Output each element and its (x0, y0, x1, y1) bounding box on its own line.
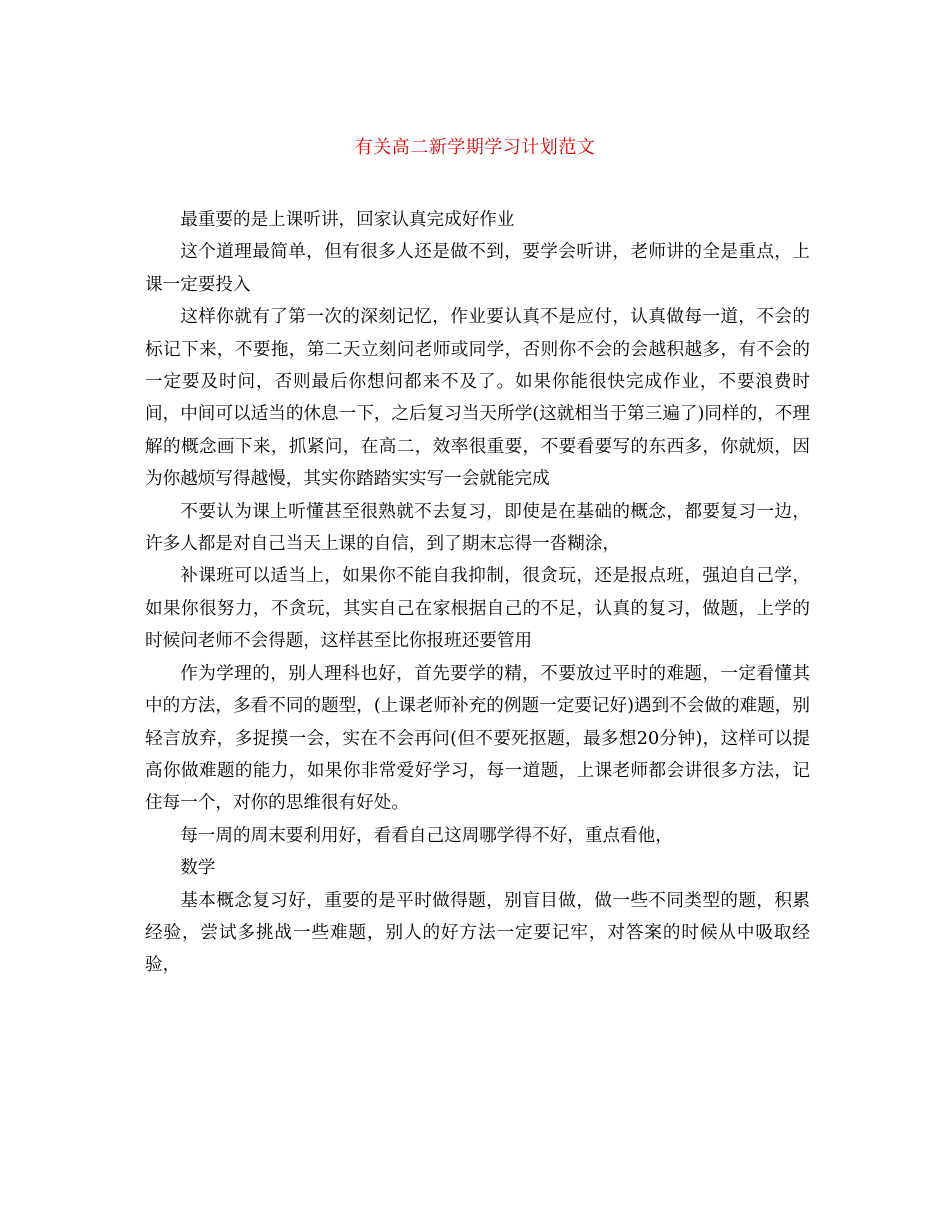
paragraph: 作为学理的，别人理科也好，首先要学的精，不要放过平时的难题，一定看懂其中的方法，多看不同的题型，(上课老师补充的例题一定要记好)遇到不会做的难题，别轻言放弃，多捉摸一会，实在不会再问(但不要死抠题，最多想20分钟)，这样可以提高你做难题的能力，如果你非常爱好学习，每一道题，上课老师都会讲很多方法，记住每一个，对你的思维很有好处。 (145, 663, 810, 814)
paragraph: 最重要的是上课听讲，回家认真完成好作业 (180, 210, 515, 230)
document-title: 有关高二新学期学习计划范文 (354, 137, 596, 158)
paragraph: 不要认为课上听懂甚至很熟就不去复习，即使是在基础的概念，都要复习一边，许多人都是对自己当天上课的自信，到了期末忘得一沓糊涂， (145, 501, 810, 555)
document-body (145, 204, 810, 982)
paragraph: 这个道理最简单，但有很多人还是做不到，要学会听讲，老师讲的全是重点，上课一定要投入 (145, 242, 810, 295)
paragraph: 补课班可以适当上，如果你不能自我抑制，很贪玩，还是报点班，强迫自己学，如果你很努力，不贪玩，其实自己在家根据自己的不足，认真的复习，做题，上学的时候问老师不会得题，这样甚至比你报班还要管用 (145, 566, 810, 652)
paragraph: 这样你就有了第一次的深刻记忆，作业要认真不是应付，认真做每一道，不会的标记下来，不要拖，第二天立刻问老师或同学，否则你不会的会越积越多，有不会的一定要及时问，否则最后你想问都来不及了。如果你能很快完成作业，不要浪费时间，中间可以适当的休息一下，之后复习当天所学(这就相当于第三遍了)同样的，不理解的概念画下来，抓紧问，在高二，效率很重要，不要看要写的东西多，你就烦，因为你越烦写得越慢，其实你踏踏实实写一会就能完成 (145, 307, 810, 490)
paragraph: 数学 (180, 858, 216, 879)
paragraph: 每一周的周末要利用好，看看自己这周哪学得不好，重点看他， (180, 825, 673, 846)
paragraph: 基本概念复习好，重要的是平时做得题，别盲目做，做一些不同类型的题，积累经验，尝试多挑战一些难题，别人的好方法一定要记牢，对答案的时候从中吸取经验， (145, 890, 810, 976)
